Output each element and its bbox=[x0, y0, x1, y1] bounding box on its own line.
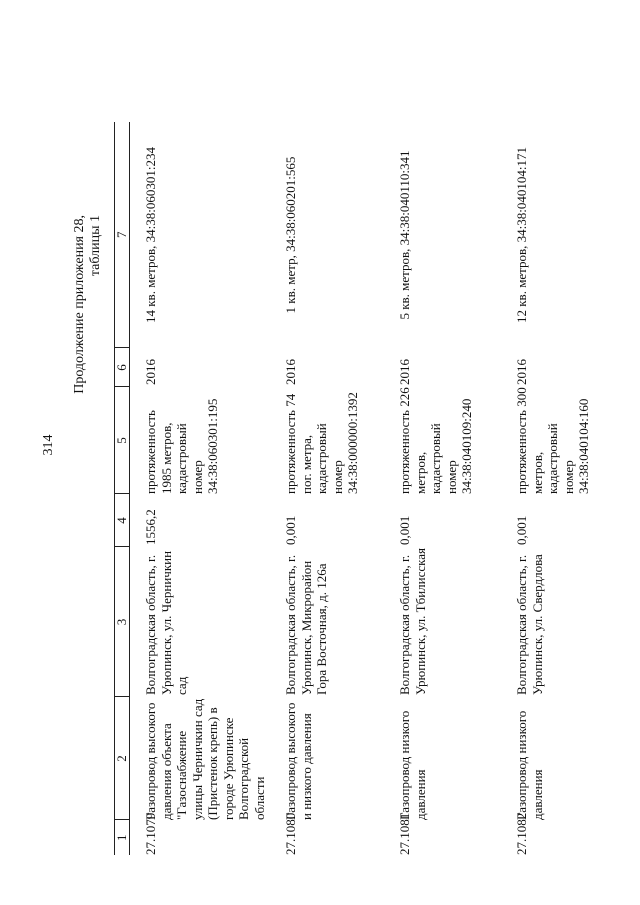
page-number: 314 bbox=[41, 434, 56, 456]
object-name: Газопровод низкого давления bbox=[514, 710, 545, 820]
object-characteristics: протяженность 1985 метров, кадастровый номер 34:38:060301:195 bbox=[143, 398, 220, 494]
row-id: 27.1079 bbox=[143, 812, 158, 855]
column-header: 2 bbox=[115, 697, 130, 820]
object-value: 0,001 bbox=[283, 515, 298, 545]
column-header: 5 bbox=[115, 387, 130, 494]
object-name: Газопровод низкого давления bbox=[397, 710, 428, 820]
column-header: 7 bbox=[115, 122, 130, 348]
table-row bbox=[384, 122, 501, 855]
column-header: 1 bbox=[115, 820, 130, 855]
object-year: 2016 bbox=[283, 359, 298, 385]
continuation-note bbox=[72, 215, 104, 475]
object-value: 0,001 bbox=[397, 515, 412, 545]
object-land-note: 14 кв. метров, 34:38:060301:234 bbox=[143, 147, 158, 324]
object-characteristics: протяженность 74 пог. метра, кадастровый номер 34:38:000000:1392 bbox=[283, 392, 360, 494]
object-land-note: 1 кв. метр, 34:38:060201:565 bbox=[283, 156, 298, 314]
table-row bbox=[270, 122, 384, 855]
object-year: 2016 bbox=[397, 359, 412, 385]
table-row bbox=[501, 122, 604, 855]
object-land-note: 12 кв. метров, 34:38:040104:171 bbox=[514, 147, 529, 324]
object-characteristics: протяженность 300 метров, кадастровый номер 34:38:040104:160 bbox=[514, 387, 591, 494]
row-id: 27.1082 bbox=[514, 812, 529, 855]
object-value: 1556,2 bbox=[143, 509, 158, 545]
property-table bbox=[114, 122, 604, 855]
object-address: Волгоградская область, г. Урюпинск, ул. Свердлова bbox=[514, 554, 545, 695]
table-row bbox=[130, 122, 271, 855]
object-characteristics: протяженность 226 метров, кадастровый номер 34:38:040109:240 bbox=[397, 387, 474, 494]
continuation-line-2: таблицы 1 bbox=[88, 215, 103, 277]
object-year: 2016 bbox=[514, 359, 529, 385]
column-header: 6 bbox=[115, 348, 130, 387]
row-id: 27.1080 bbox=[283, 812, 298, 855]
object-address: Волгоградская область, г. Урюпинск, ул. Тбилисская bbox=[397, 547, 428, 695]
object-address: Волгоградская область, г. Урюпинск, ул. Черничкин сад bbox=[143, 550, 189, 695]
object-land-note: 5 кв. метров, 34:38:040110:341 bbox=[397, 150, 412, 320]
object-year: 2016 bbox=[143, 359, 158, 385]
object-name: Газопровод высокого и низкого давления bbox=[283, 702, 314, 820]
object-name: Газопровод высокого давления объекта "Газоснабжение улицы Черничкин сад (Пристенок крепь) в городе Урюпинске Волгоградской области bbox=[143, 698, 267, 820]
column-header: 3 bbox=[115, 547, 130, 697]
column-header: 4 bbox=[115, 494, 130, 547]
continuation-line-1: Продолжение приложения 28, bbox=[72, 215, 87, 394]
table-header-row bbox=[115, 122, 130, 855]
object-address: Волгоградская область, г. Урюпинск, Микрорайон Гора Восточная, д. 126а bbox=[283, 554, 329, 695]
row-id: 27.1081 bbox=[397, 812, 412, 855]
object-value: 0,001 bbox=[514, 515, 529, 545]
